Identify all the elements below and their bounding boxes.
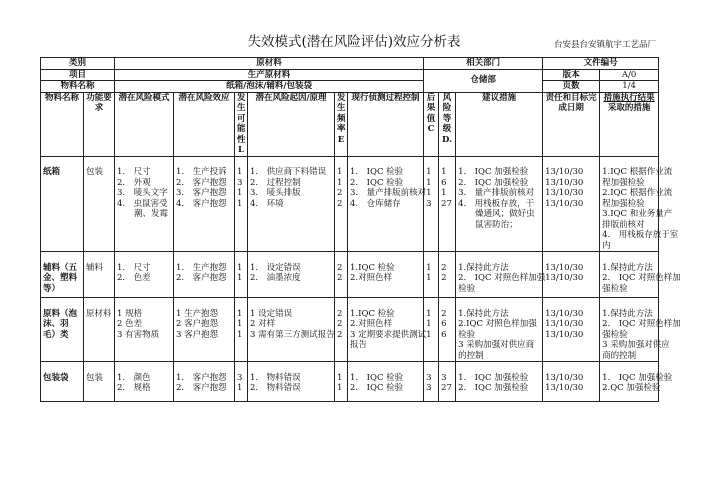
header-row-project — [41, 69, 659, 81]
col-frequency: 发 生 频 率 E — [335, 92, 348, 156]
risk-level-cell: 1 6 1 27 — [439, 156, 456, 252]
col-risk-effect: 潜在风险效应 — [174, 92, 235, 156]
project-value: 生产原材料 — [115, 69, 424, 81]
responsibility-date-cell: 13/10/30 13/10/30 13/10/30 — [543, 298, 600, 362]
company-name: 台安县台安镇航宇工艺品厂 — [553, 40, 656, 50]
col-likelihood: 发 生 可 能 性 L — [235, 92, 248, 156]
current-control-cell: 1.IQC 检验 2.对照色样 3 定期要求提供测试 报告 — [348, 298, 424, 362]
document-title: 失效模式(潜在风险评估)效应分析表 — [247, 34, 461, 50]
current-control-cell: 1. IQC 检验 2. IQC 检验 — [348, 362, 424, 402]
category-label: 类别 — [41, 58, 115, 70]
action-taken-cell: 1.保持此方法 2. IQC 对照色样加 强检验 — [600, 252, 659, 298]
action-taken-cell: 1. IQC 加强检验 2.QC 加强检验 — [600, 362, 659, 402]
function-cell: 包装 — [84, 362, 115, 402]
current-control-cell: 1. IQC 检验 2. IQC 检验 3. 量产排版前核对 4. 仓库储存 — [348, 156, 424, 252]
risk-mode-cell: 1. 尺寸 2. 外观 3. 唛头文字 4. 虫鼠害受 潮、发霉 — [115, 156, 174, 252]
consequence-cell: 1 1 1 3 — [424, 156, 439, 252]
col-consequence: 后 果 值 C — [424, 92, 439, 156]
table-row — [41, 362, 659, 402]
action-taken-cell: 1.保持此方法 2. IQC 对照色样加 强检验 3 采购加强对供应 商的控制 — [600, 298, 659, 362]
col-suggested-action: 建议措施 — [456, 92, 543, 156]
likelihood-cell: 1 1 — [235, 252, 248, 298]
risk-mode-cell: 1 规格 2 色差 3 有害物质 — [115, 298, 174, 362]
fmea-table — [40, 57, 681, 402]
responsibility-date-cell: 13/10/30 13/10/30 — [543, 362, 600, 402]
risk-level-cell: 3 27 — [439, 362, 456, 402]
header-row-material — [41, 81, 659, 93]
likelihood-cell: 1 3 1 1 — [235, 156, 248, 252]
risk-effect-cell: 1 生产抱怨 2 客户抱怨 3 客户抱怨 — [174, 298, 235, 362]
column-header-row — [41, 92, 659, 156]
frequency-cell: 2 2 — [335, 252, 348, 298]
cause-cell: 1. 设定错误 2. 油墨浓度 — [248, 252, 335, 298]
suggested-action-cell: 1. IQC 加强检验 2. IQC 加强检验 3. 量产排版前核对 4. 用栈板存放，干 燥通风；做好虫 鼠害防治； — [456, 156, 543, 252]
likelihood-cell: 1 1 1 — [235, 298, 248, 362]
consequence-cell: 1 1 — [424, 252, 439, 298]
function-cell: 原材料 — [84, 298, 115, 362]
table-row — [41, 156, 659, 252]
material-name-cell: 包装袋 — [41, 362, 84, 402]
header-row-category — [41, 58, 659, 70]
material-name-cell: 原料（泡沫、羽毛）类 — [41, 298, 84, 362]
col-material-name: 物料名称 — [41, 92, 84, 156]
col-current-control: 现行侦测过程控制 — [348, 92, 424, 156]
col-risk-mode: 潜在风险模式 — [115, 92, 174, 156]
category-value: 原材料 — [115, 58, 424, 70]
table-row — [41, 252, 659, 298]
current-control-cell: 1.IQC 检验 2.对照色样 — [348, 252, 424, 298]
project-label: 项目 — [41, 69, 115, 81]
material-name-cell: 辅料（五金、塑料等） — [41, 252, 84, 298]
risk-level-cell: 2 6 6 — [439, 298, 456, 362]
risk-effect-cell: 1. 生产投诉 2. 客户抱怨 3. 客户抱怨 4. 客户抱怨 — [174, 156, 235, 252]
cause-cell: 1 设定错误 2 对样 3 需有第三方测试报告 — [248, 298, 335, 362]
material-name-value: 纸箱/泡沫/辅料/包装袋 — [115, 81, 424, 93]
col-function: 功能要求 — [84, 92, 115, 156]
cause-cell: 1. 物料错误 2. 物料错误 — [248, 362, 335, 402]
likelihood-cell: 3 1 — [235, 362, 248, 402]
pages-label: 页数 — [543, 81, 600, 93]
frequency-cell: 1 1 2 2 — [335, 156, 348, 252]
function-cell: 辅料 — [84, 252, 115, 298]
consequence-cell: 1 1 1 — [424, 298, 439, 362]
frequency-cell: 2 2 2 — [335, 298, 348, 362]
col-risk-level: 风 险 等 级 D. — [439, 92, 456, 156]
responsibility-date-cell: 13/10/30 13/10/30 — [543, 252, 600, 298]
suggested-action-cell: 1.保持此方法 2.IQC 对照色样加强 检验 3 采购加强对供应商 的控制 — [456, 298, 543, 362]
table-row — [41, 298, 659, 362]
risk-level-cell: 2 2 — [439, 252, 456, 298]
dept-value: 仓储部 — [424, 69, 543, 92]
suggested-action-cell: 1.保持此方法 2. IQC 对照色样加强 检验 — [456, 252, 543, 298]
function-cell: 包装 — [84, 156, 115, 252]
risk-effect-cell: 1. 客户抱怨 2. 客户抱怨 — [174, 362, 235, 402]
pages-value: 1/4 — [600, 81, 659, 93]
risk-effect-cell: 1. 生产抱怨 2. 客户抱怨 — [174, 252, 235, 298]
responsibility-date-cell: 13/10/30 13/10/30 13/10/30 13/10/30 — [543, 156, 600, 252]
version-value: A/0 — [600, 69, 659, 81]
cause-cell: 1. 供应商下料错误 2. 过程控制 3. 唛头排版 4. 环境 — [248, 156, 335, 252]
col-cause: 潜在风险起因/原理 — [248, 92, 335, 156]
suggested-action-cell: 1. IQC 加强检验 2. IQC 加强检验 — [456, 362, 543, 402]
material-name-cell: 纸箱 — [41, 156, 84, 252]
frequency-cell: 1 1 — [335, 362, 348, 402]
risk-mode-cell: 1. 尺寸 2. 色差 — [115, 252, 174, 298]
risk-mode-cell: 1. 颜色 2. 规格 — [115, 362, 174, 402]
doc-no-label: 文件编号 — [543, 58, 659, 70]
version-label: 版本 — [543, 69, 600, 81]
action-taken-cell: 1.IQC 根据作业流 程加强检验 2.IQC 根据作业流 程加强检验 3.IQC 和业务量产 排版前核对 4. 用栈板存放于室 内 — [600, 156, 659, 252]
dept-label: 相关部门 — [424, 58, 543, 70]
col-action-result: 措施执行结果 采取的措施 — [600, 92, 659, 156]
consequence-cell: 3 3 — [424, 362, 439, 402]
col-responsibility: 责任和目标完 成日期 — [543, 92, 600, 156]
material-name-label: 物料名称 — [41, 81, 115, 93]
